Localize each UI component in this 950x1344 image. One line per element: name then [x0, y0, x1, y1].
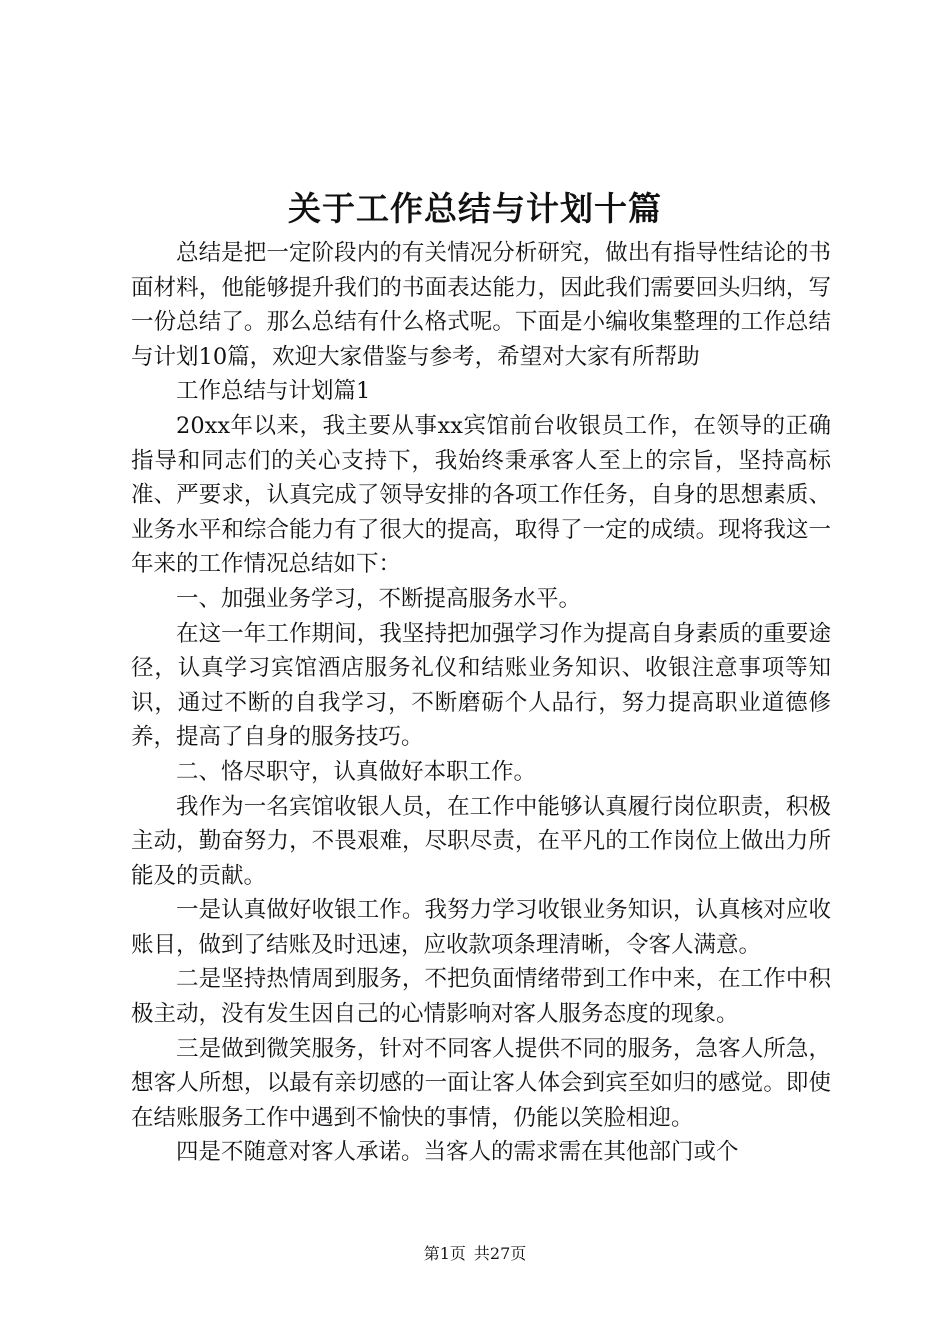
body-paragraph: 20xx年以来，我主要从事xx宾馆前台收银员工作，在领导的正确指导和同志们的关心支持下，我始终秉承客人至上的宗旨，坚持高标准、严要求，认真完成了领导安排的各项工作任务，自身的思想素质、业务水平和综合能力有了很大的提高，取得了一定的成绩。现将我这一年来的工作情况总结如下： — [131, 412, 831, 578]
body-paragraph: 我作为一名宾馆收银人员，在工作中能够认真履行岗位职责，积极主动，勤奋努力，不畏艰难，尽职尽责，在平凡的工作岗位上做出力所能及的贡献。 — [131, 793, 831, 889]
page-total: 共27页 — [473, 1244, 527, 1263]
document-body — [131, 236, 831, 1170]
subsection-heading: 二、恪尽职守，认真做好本职工作。 — [176, 758, 537, 785]
body-paragraph: 四是不随意对客人承诺。当客人的需求需在其他部门或个 — [176, 1139, 739, 1166]
body-paragraph: 一是认真做好收银工作。我努力学习收银业务知识，认真核对应收账目，做到了结账及时迅速，应收款项条理清晰，令客人满意。 — [131, 897, 831, 958]
body-paragraph: 在这一年工作期间，我坚持把加强学习作为提高自身素质的重要途径，认真学习宾馆酒店服务礼仪和结账业务知识、收银注意事项等知识，通过不断的自我学习，不断磨砺个人品行，努力提高职业道德修养，提高了自身的服务技巧。 — [131, 620, 831, 751]
section-heading: 工作总结与计划篇1 — [176, 378, 371, 405]
body-paragraph: 三是做到微笑服务，针对不同客人提供不同的服务，急客人所急，想客人所想，以最有亲切感的一面让客人体会到宾至如归的感觉。即使在结账服务工作中遇到不愉快的事情，仍能以笑脸相迎。 — [131, 1035, 831, 1131]
subsection-heading: 一、加强业务学习，不断提高服务水平。 — [176, 585, 582, 612]
page-footer — [0, 1242, 950, 1266]
body-paragraph: 二是坚持热情周到服务，不把负面情绪带到工作中来，在工作中积极主动，没有发生因自己的心情影响对客人服务态度的现象。 — [131, 966, 831, 1028]
intro-paragraph: 总结是把一定阶段内的有关情况分析研究，做出有指导性结论的书面材料，他能够提升我们的书面表达能力，因此我们需要回头归纳，写一份总结了。那么总结有什么格式呢。下面是小编收集整理的工作总结与计划10篇，欢迎大家借鉴与参考，希望对大家有所帮助 — [131, 240, 831, 370]
page-number: 第1页 — [423, 1244, 466, 1263]
document-title: 关于工作总结与计划十篇 — [288, 189, 662, 228]
